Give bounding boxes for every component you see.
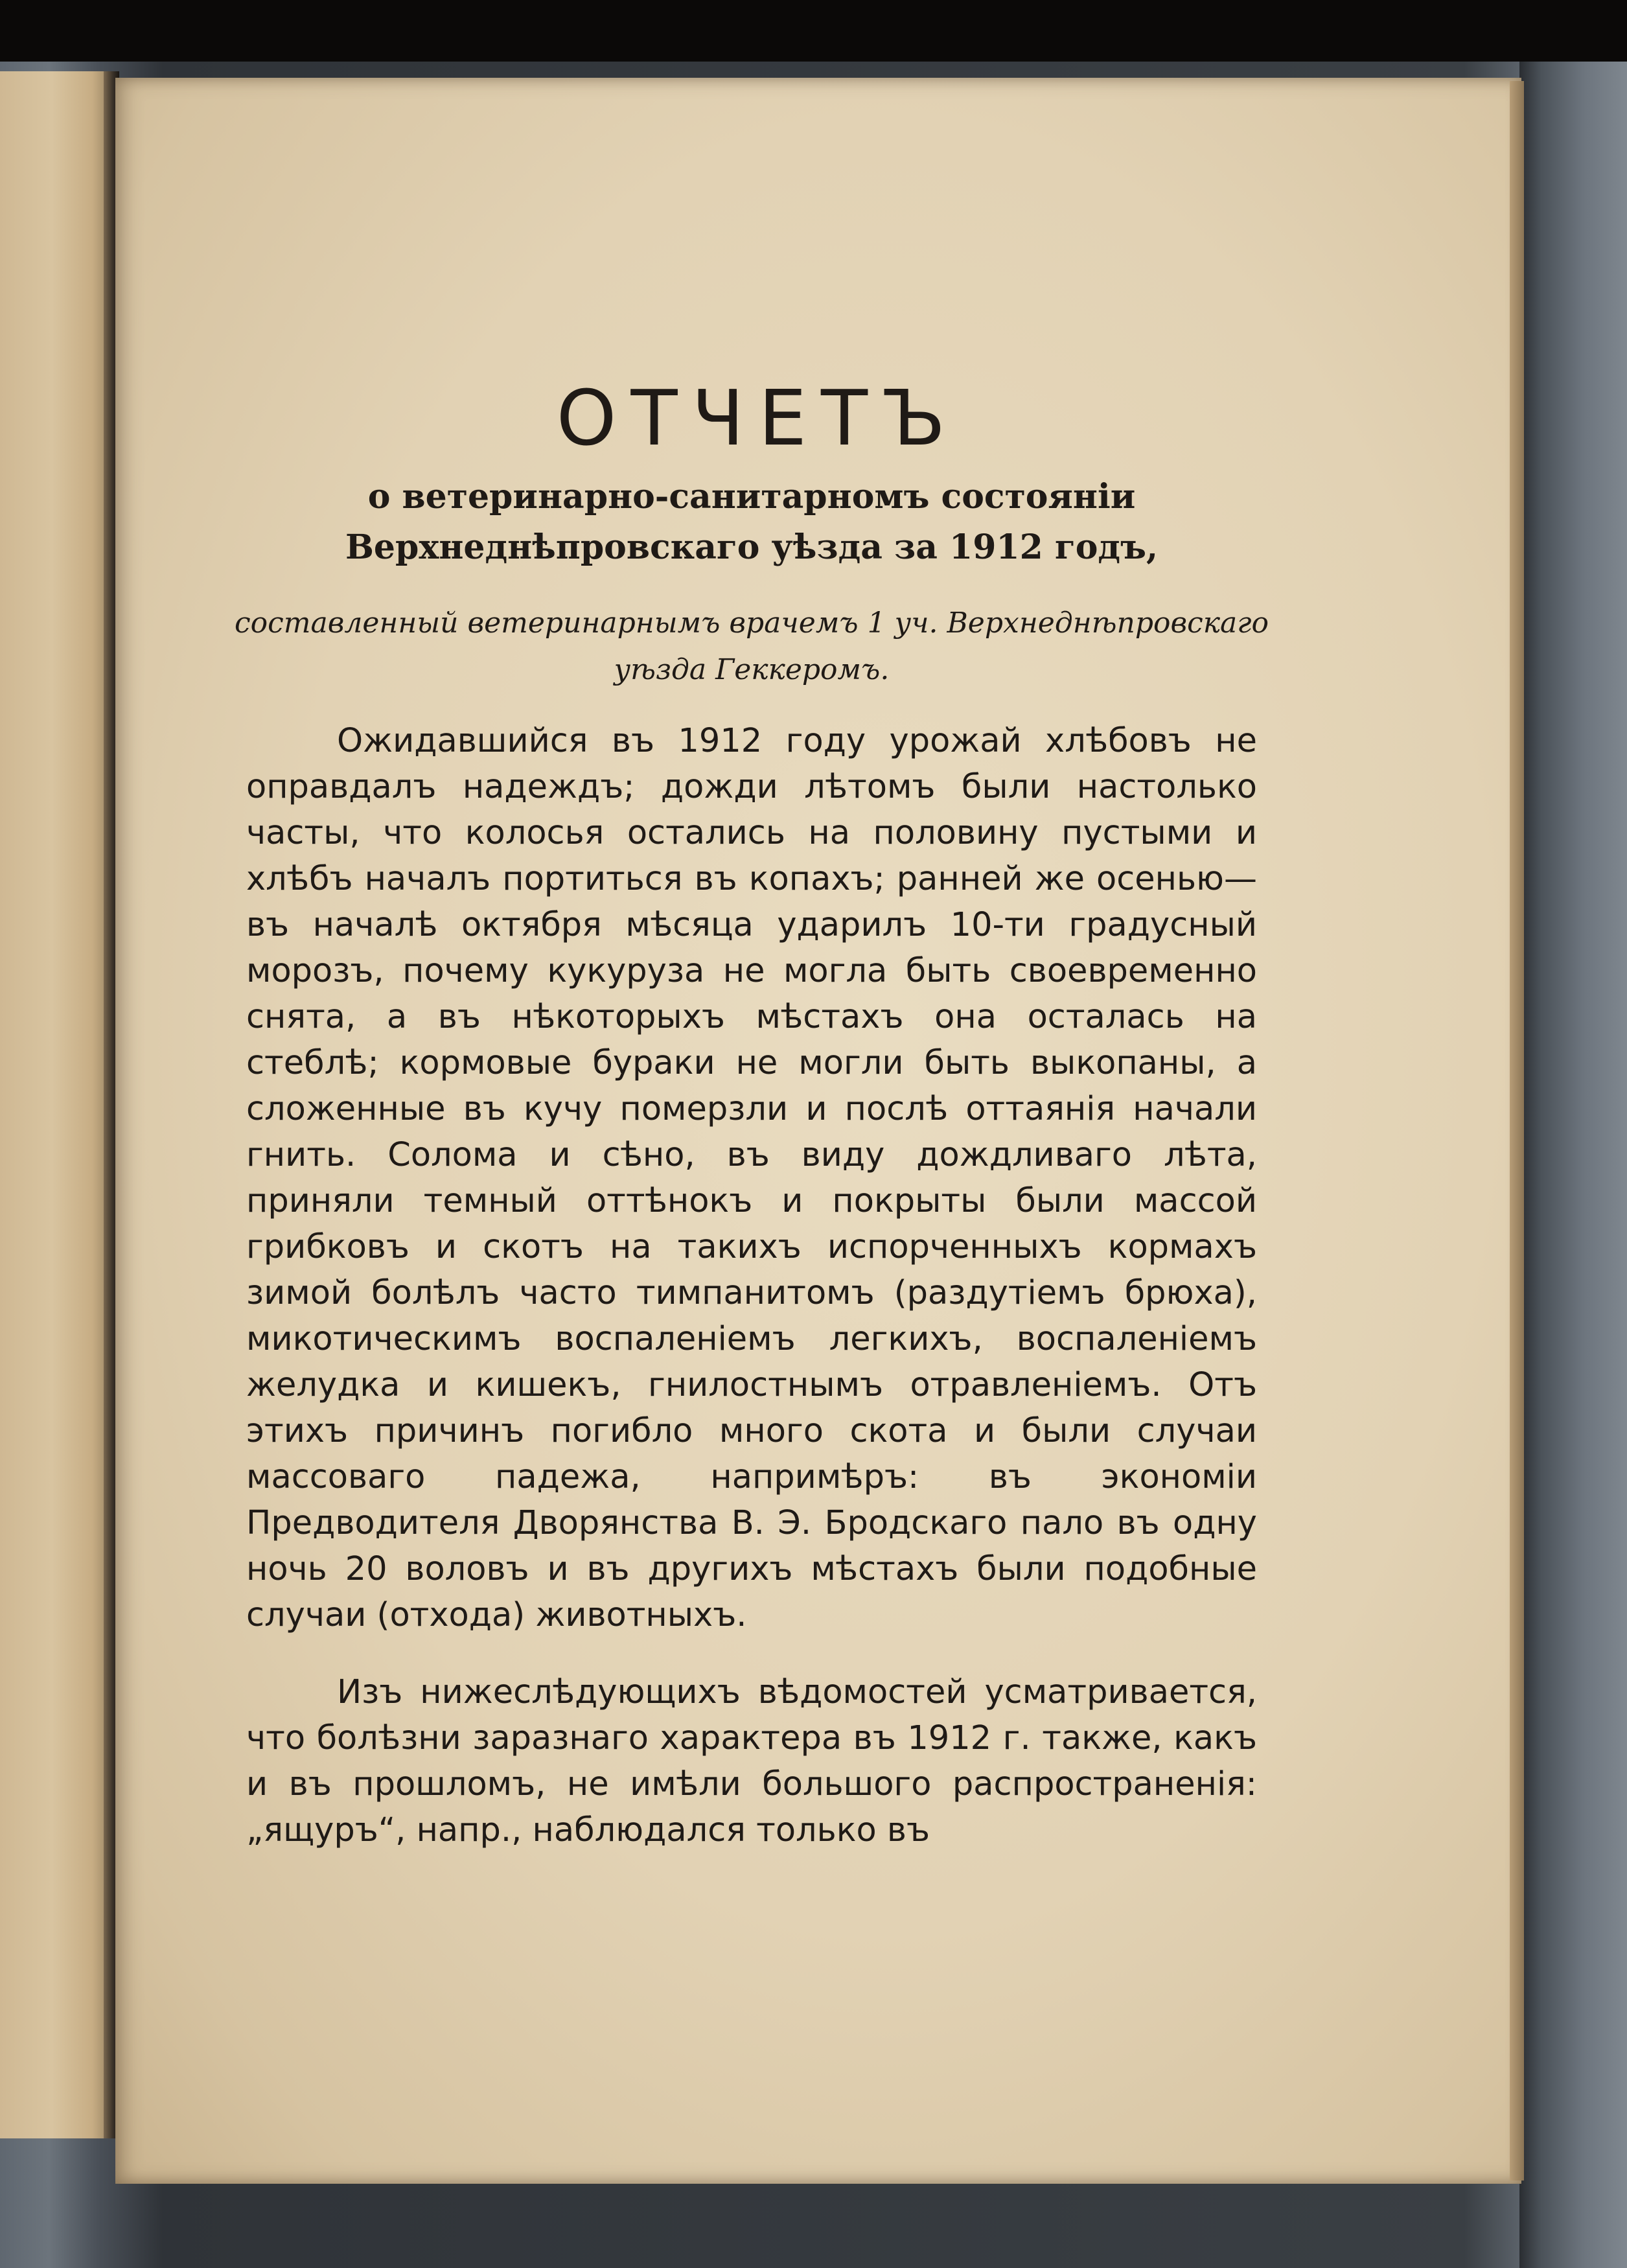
body-paragraph-1: Ожидавшийся въ 1912 году урожай хлѣбовъ не оправдалъ надеждъ; дожди лѣтомъ были настолько часты, что колосья остались на половину пустыми и хлѣбъ началъ портиться въ копахъ; ранней же осенью—въ началѣ октября мѣсяца ударилъ 10-ти градусный морозъ, почему кукуруза не могла быть своевременно снята, а въ нѣкоторыхъ мѣстахъ она осталась на стеблѣ; кормовые бураки не могли быть выкопаны, а сложенные въ кучу померзли и послѣ оттаянiя начали гнить. Солома и сѣно, въ виду дождливаго лѣта, приняли темный оттѣнокъ и покрыты были массой грибковъ и скотъ на такихъ испорченныхъ кормахъ зимой болѣлъ часто тимпанитомъ (раздутiемъ брюха), микотическимъ воспаленiемъ легкихъ, воспаленiемъ желудка и кишекъ, гнилостнымъ отравленiемъ. Отъ этихъ причинъ погибло много скота и были случаи массоваго падежа, напримѣръ: въ экономiи Предводителя Дворянства В. Э. Бродскаго пало въ одну ночь 20 воловъ и въ другихъ мѣстахъ были подобные случаи (отхода) животныхъ.	[246, 722, 1257, 1634]
body-paragraph-2: Изъ нижеслѣдующихъ вѣдомостей усматривается, что болѣзни заразнаго характера въ 1912 г. также, какъ и въ прошломъ, не имѣли большого распространенiя: „ящуръ“, напр., наблюдался только въ	[246, 1673, 1257, 1849]
left-facing-page	[0, 71, 115, 2138]
author-line: составленный ветеринарнымъ врачемъ 1 уч. Верхнеднѣпровскаго уѣзда Геккеромъ.	[234, 607, 1269, 686]
page-edge	[1510, 81, 1524, 2181]
page-text-block	[234, 373, 1269, 1853]
document-title: ОТЧЕТЪ	[556, 373, 960, 463]
document-subtitle: о ветеринарно-санитарномъ состоянiи Верхнеднѣпровскаго уѣзда за 1912 годъ,	[345, 477, 1159, 567]
book-cover-edge	[1519, 62, 1627, 2268]
